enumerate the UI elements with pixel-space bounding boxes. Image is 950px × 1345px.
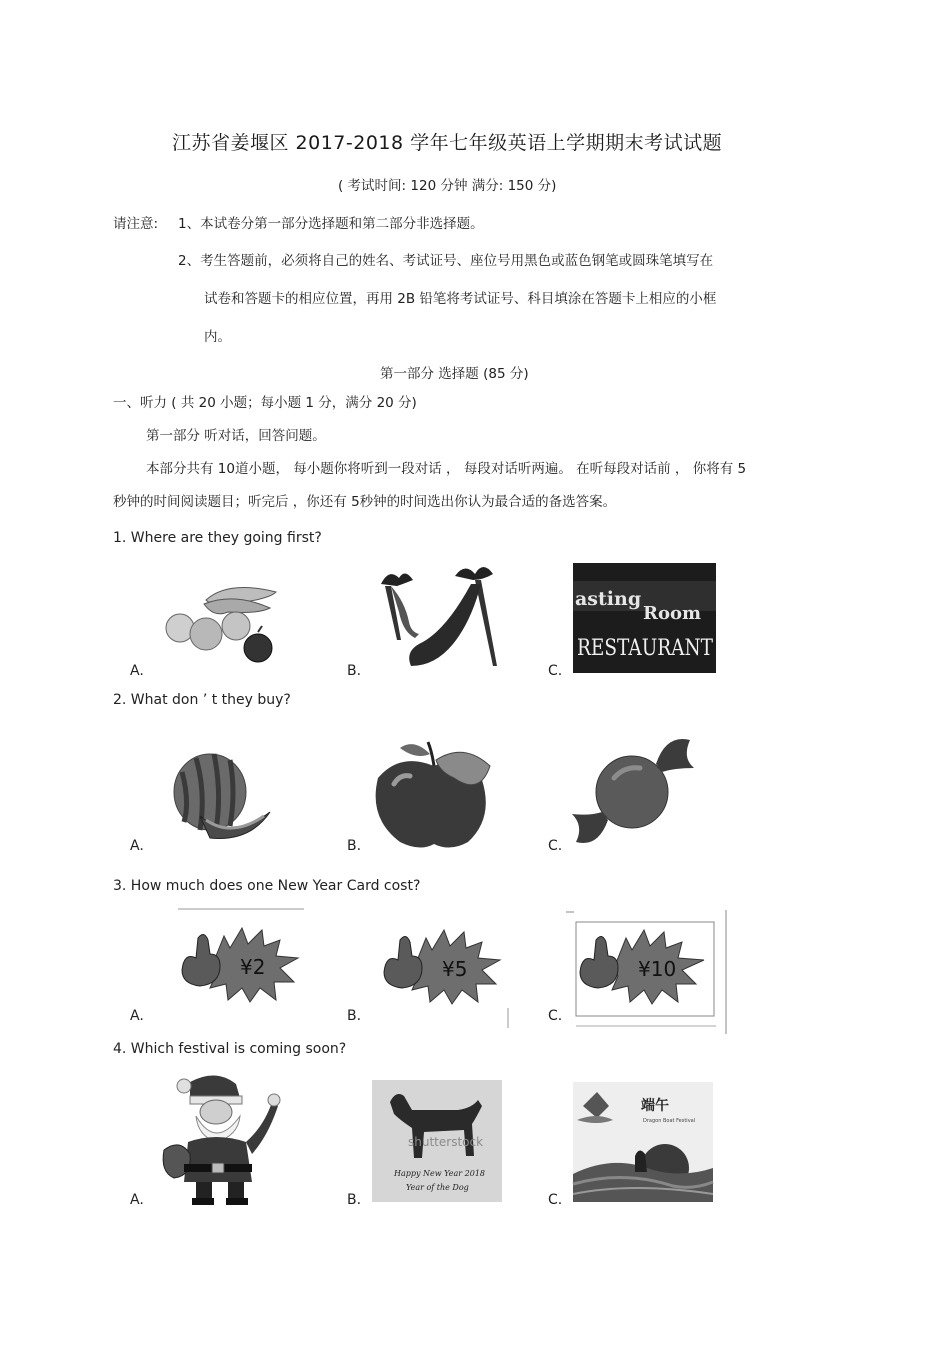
option-label: C. (548, 663, 563, 679)
sign-text-room: Room (643, 603, 702, 624)
restaurant-sign-image (573, 563, 716, 673)
option-label: C. (548, 1192, 563, 1208)
notice-item-2-line-2: 试卷和答题卡的相应位置，再用 2B 铅笔将考试证号、科目填涂在答题卡上相应的小框 (204, 291, 717, 307)
sign-text-top: asting (575, 588, 642, 610)
festival-caption: Dragon Boat Festival (643, 1118, 696, 1124)
question-4-text: 4. Which festival is coming soon? (113, 1041, 347, 1057)
option-label: C. (548, 1008, 563, 1024)
dragon-boat-festival-image (573, 1082, 713, 1202)
question-1-text: 1. Where are they going first? (113, 530, 322, 546)
price-card-image (176, 908, 308, 1008)
sign-text-bottom: RESTAURANT (577, 636, 714, 661)
notice-item-1: 1、本试卷分第一部分选择题和第二部分非选择题。 (178, 216, 484, 232)
price-text: ¥5 (442, 957, 468, 981)
high-heels-image (375, 562, 511, 674)
notice-item-2-line-1: 2、考生答题前，必须将自己的姓名、考试证号、座位号用黑色或蓝色钢笔或圆珠笔填写在 (178, 253, 714, 269)
price-text: ¥10 (638, 957, 677, 981)
option-label: A. (130, 1008, 144, 1024)
option-label: B. (347, 1192, 362, 1208)
question-3-text: 3. How much does one New Year Card cost? (113, 878, 421, 894)
instructions-line-1: 本部分共有 10道小题， 每小题你将听到一段对话 ， 每段对话听两遍。 在听每段对话前 ， 你将有 5 (146, 461, 747, 477)
notice-item-2-line-3: 内。 (204, 329, 231, 345)
option-label: B. (347, 663, 362, 679)
watermark-text: shutterstock (408, 1135, 484, 1149)
price-text: ¥2 (240, 955, 266, 979)
card-line-2: Year of the Dog (406, 1183, 469, 1192)
fruits-image (158, 570, 286, 670)
option-label: B. (347, 838, 362, 854)
section-heading: 一、听力 ( 共 20 小题；每小题 1 分，满分 20 分) (113, 395, 417, 411)
option-label: C. (548, 838, 563, 854)
watermelon-image (160, 742, 284, 850)
option-label: A. (130, 663, 144, 679)
option-label: B. (347, 1008, 362, 1024)
apple-image (370, 738, 494, 852)
price-card-image (566, 908, 736, 1036)
notice-label: 请注意: (113, 216, 159, 232)
candy-image (570, 728, 698, 850)
price-card-image (378, 912, 510, 1030)
year-of-dog-card-image (372, 1080, 502, 1202)
option-label: A. (130, 1192, 144, 1208)
card-line-1: Happy New Year 2018 (394, 1169, 485, 1178)
page-title: 江苏省姜堰区 2017-2018 学年七年级英语上学期期末考试试题 (172, 132, 723, 154)
subsection-heading: 第一部分 听对话，回答问题。 (146, 428, 326, 444)
instructions-line-2: 秒钟的时间阅读题目；听完后 ，你还有 5秒钟的时间选出你认为最合适的备选答案。 (113, 494, 617, 510)
option-label: A. (130, 838, 144, 854)
santa-claus-image (160, 1072, 282, 1206)
festival-chars: 端午 (641, 1098, 669, 1114)
part-heading: 第一部分 选择题 (85 分) (380, 366, 529, 382)
exam-info: ( 考试时间: 120 分钟 满分: 150 分) (338, 178, 557, 194)
question-2-text: 2. What don ’ t they buy? (113, 692, 291, 708)
